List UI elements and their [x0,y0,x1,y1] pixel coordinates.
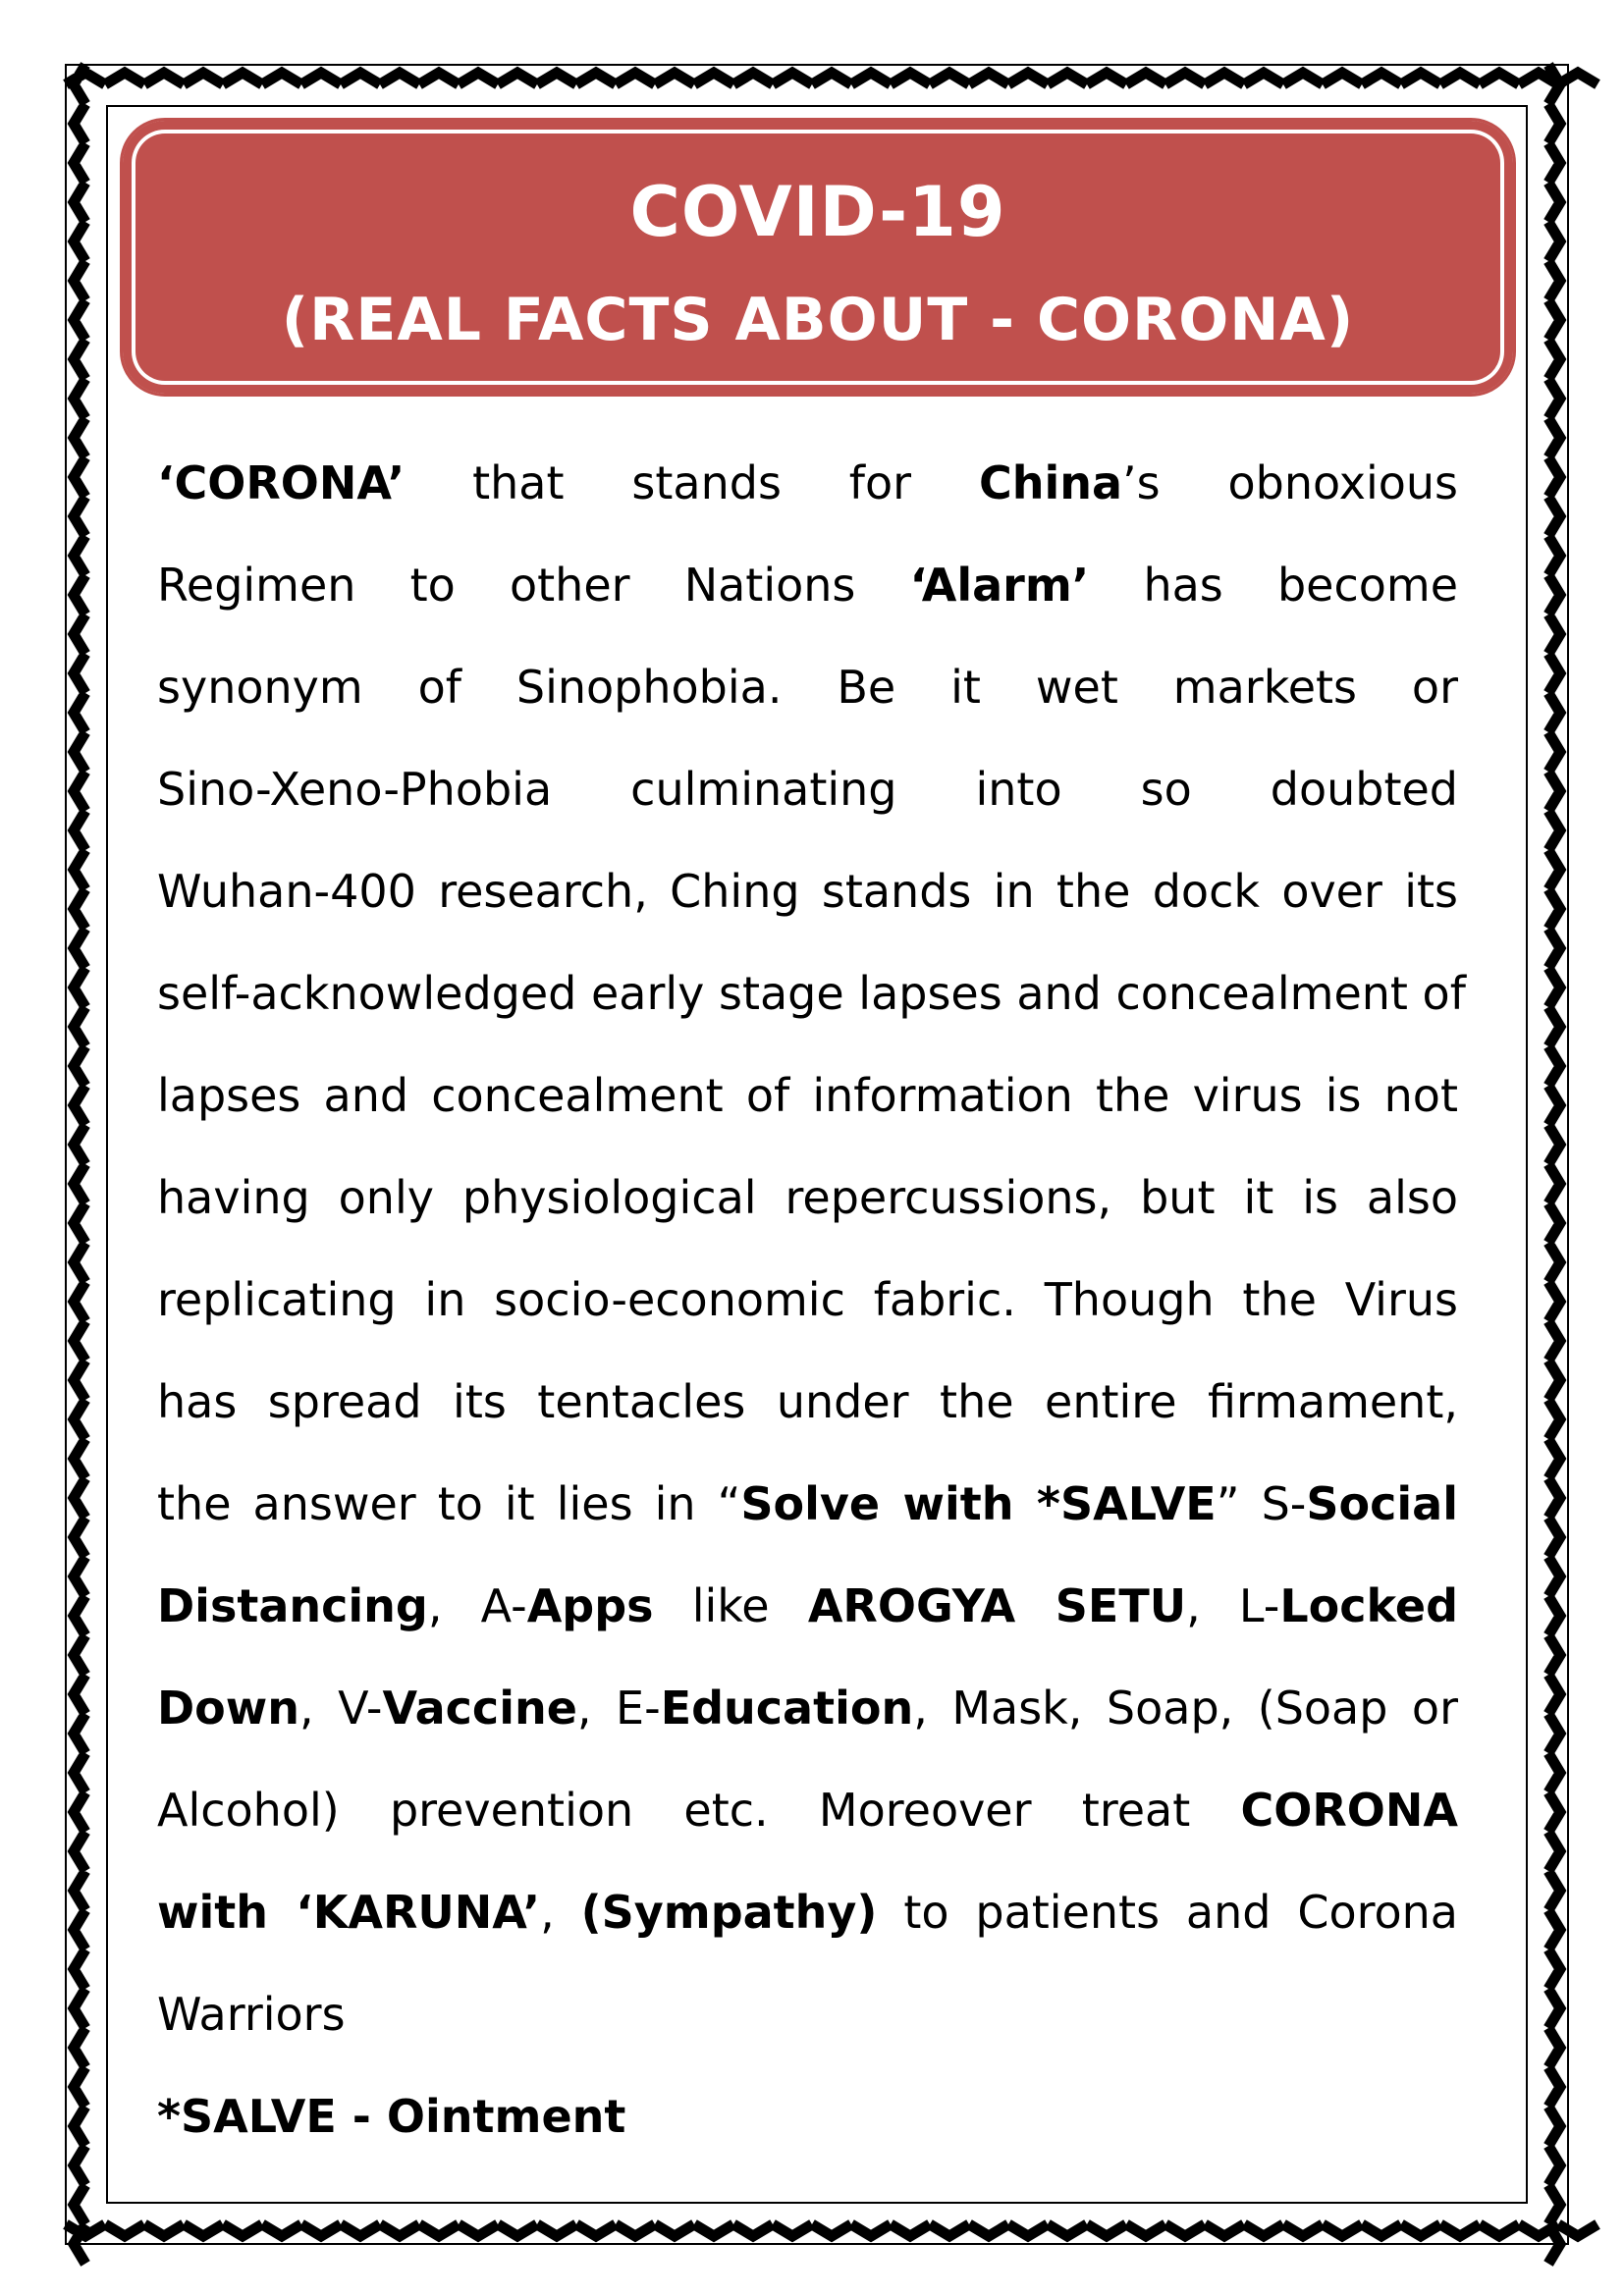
text-run: Social [1306,1477,1458,1530]
page-title: COVID-19 [629,172,1006,252]
text-run: to patients and Corona [877,1886,1458,1939]
text-run: China [978,456,1123,509]
text-run: , L- [1186,1579,1280,1632]
text-run: , V- [299,1682,383,1735]
text-run: AROGYA SETU [807,1579,1187,1632]
text-run: Apps [526,1579,654,1632]
body-line-2 [157,534,1458,636]
body-line-10: has spread its tentacles under the entire firmament, [157,1375,1458,1428]
body-line-8: having only physiological repercussions, but it is also [157,1171,1458,1224]
text-run: Alcohol) prevention etc. Moreover treat [157,1784,1241,1837]
text-run: CORONA [1240,1784,1458,1837]
title-banner [120,118,1516,397]
text-run: the answer to it lies in “ [157,1477,741,1530]
body-line-4: Sino-Xeno-Phobia culminating into so doubted [157,763,1458,816]
body-line-7: lapses and concealment of information the virus is not [157,1069,1458,1122]
body-line-14 [157,1759,1458,1861]
text-run: that stands for [405,456,979,509]
text-run: (Sympathy) [580,1886,878,1939]
body-line-3: synonym of Sinophobia. Be it wet markets or [157,661,1458,714]
text-run: Distancing [157,1579,428,1632]
text-run: Education [660,1682,914,1735]
text-run: ’s obnoxious [1122,456,1458,509]
text-run: with ‘KARUNA’ [157,1886,541,1939]
text-run: ” S- [1216,1477,1307,1530]
text-run: like [653,1579,808,1632]
body-line-12 [157,1555,1458,1657]
body-line-11 [157,1453,1458,1555]
body-line-5: Wuhan-400 research, Ching stands in the dock over its [157,865,1458,918]
body-line-16: Warriors [157,1988,346,2041]
body-line-15 [157,1861,1458,1963]
article-body [157,432,1466,2167]
text-run: Down [157,1682,300,1735]
text-run: Solve with *SALVE [740,1477,1217,1530]
text-run: Regimen to other Nations [157,559,910,612]
body-line-6: self-acknowledged early stage lapses and concealment of [157,967,1466,1020]
text-run: ‘CORONA’ [157,456,406,509]
text-run: , E- [576,1682,661,1735]
body-line-1 [157,432,1458,534]
page-subtitle: (REAL FACTS ABOUT - CORONA) [281,286,1355,354]
text-run: , [540,1886,581,1939]
body-line-9: replicating in socio-economic fabric. Though the Virus [157,1273,1458,1326]
footnote: *SALVE - Ointment [157,2090,626,2143]
text-run: has become [1089,559,1458,612]
text-run: ‘Alarm’ [909,559,1090,612]
text-run: , Mask, Soap, (Soap or [913,1682,1458,1735]
text-run: Vaccine [382,1682,577,1735]
text-run: , A- [427,1579,527,1632]
body-line-13 [157,1657,1458,1759]
text-run: Locked [1279,1579,1458,1632]
